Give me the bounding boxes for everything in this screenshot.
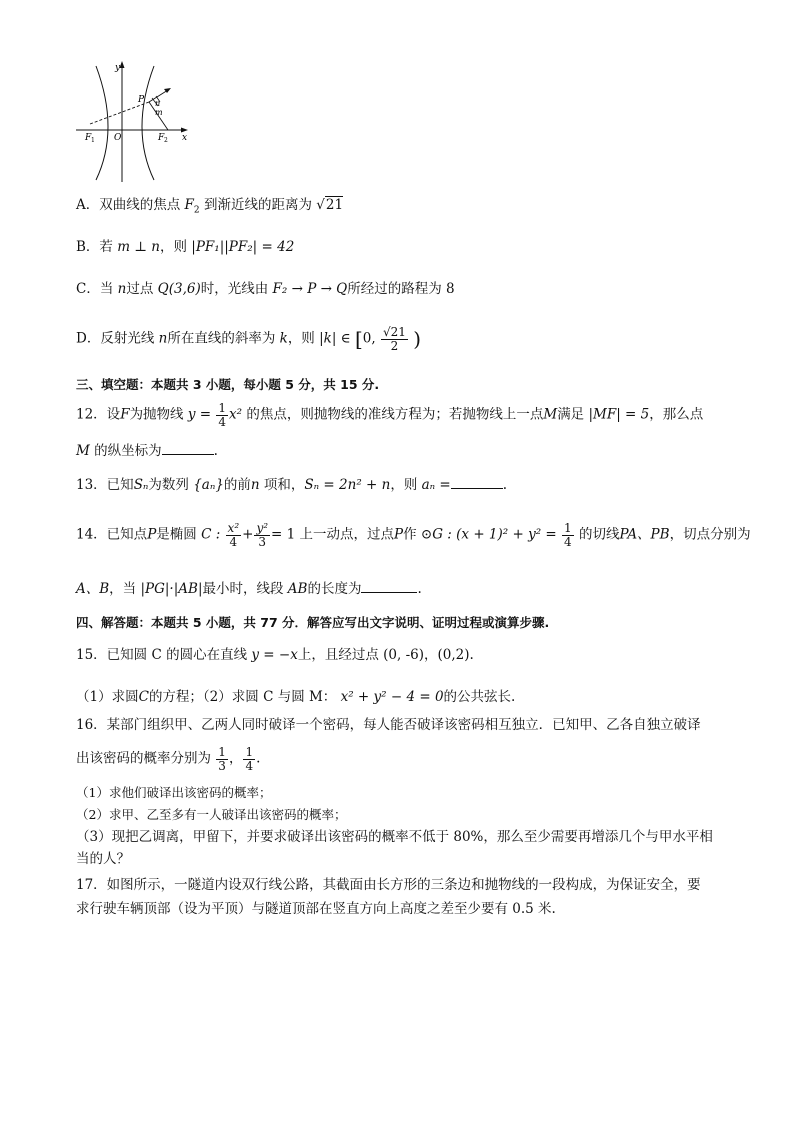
x-axis-label: x [182, 133, 188, 143]
question-17: 17．如图所示，一隧道内设双行线公路，其截面由长方形的三条边和抛物线的一段构成，为保证安全，要 [76, 877, 701, 893]
y-axis-label: y [115, 63, 121, 73]
question-14-line2: A、B，当 |PG|·|AB|最小时，线段 AB的长度为 . [76, 581, 422, 597]
point-p-label: P [138, 95, 145, 105]
origin-label: O [114, 133, 122, 143]
option-a: A．双曲线的焦点 $F_2$ 到渐近线的距离为 √21 [76, 197, 344, 216]
question-15: 15．已知圆 C 的圆心在直线 y = −x上，且经过点 (0, -6)，(0,2). [76, 647, 474, 663]
f2-sub-label: 2 [164, 137, 168, 144]
question-16: 16．某部门组织甲、乙两人同时破译一个密码，每人能否破译该密码相互独立．已知甲、乙各自独立破译 [76, 717, 701, 733]
question-14: 14．已知点P是椭圆 C : $\frac{\text{x²}}{4}$ + $\frac{\text{y²}}{3}$ = 1 上一动点，过点P作 ⊙G : (x + 1)² + y² = $\frac{1}{4}$ 的切线PA、PB，切点分别为 [76, 521, 751, 549]
question-15-parts: （1）求圆C的方程；（2）求圆 C 与圆 M： x² + y² − 4 = 0的公共弦长. [76, 689, 516, 705]
hyperbola-figure [72, 58, 194, 182]
option-b: B．若 m ⊥ n，则 |PF₁||PF₂| = 42 [76, 239, 295, 255]
line-m-label: m [155, 108, 163, 117]
question-16-part3-cont: 当的人？ [76, 851, 130, 867]
line-n-label: n [155, 99, 161, 108]
f2-label: F [158, 133, 165, 143]
question-16-line2: 出该密码的概率分别为 $\frac{1}{3}$ ， $\frac{1}{4}$ . [76, 745, 261, 773]
section-3-heading: 三、填空题：本题共 3 小题，每小题 5 分，共 15 分. [76, 377, 380, 392]
f1-sub-label: 1 [91, 137, 95, 144]
question-12-line2: M 的纵坐标为 . [76, 443, 218, 459]
question-12: 12．设F为抛物线 y = $\frac{1}{4}$ x² 的焦点，则抛物线的准线方程为；若抛物线上一点M满足 |MF| = 5，那么点 [76, 401, 704, 429]
question-16-part2: （2）求甲、乙至多有一人破译出该密码的概率； [76, 807, 347, 822]
question-16-part1: （1）求他们破译出该密码的概率； [76, 785, 272, 800]
question-13: 13．已知Sₙ为数列 {aₙ}的前n 项和，Sₙ = 2n² + n，则 aₙ = . [76, 477, 508, 493]
option-c: C．当 n过点 Q(3,6)时，光线由 F₂ → P → Q所经过的路程为 8 [76, 281, 455, 297]
f1-label: F [85, 133, 92, 143]
question-17-line2: 求行驶车辆顶部（设为平顶）与隧道顶部在竖直方向上高度之差至少要有 0.5 米. [76, 901, 556, 917]
option-d: D．反射光线 n所在直线的斜率为 k，则 |k| ∈ [0, $\frac{√21}{2}$ ) [76, 325, 421, 353]
section-4-heading: 四、解答题：本题共 5 小题，共 77 分．解答应写出文字说明、证明过程或演算步骤. [76, 615, 550, 630]
question-16-part3: （3）现把乙调离，甲留下，并要求破译出该密码的概率不低于 80%，那么至少需要再增添几个与甲水平相 [76, 829, 713, 845]
